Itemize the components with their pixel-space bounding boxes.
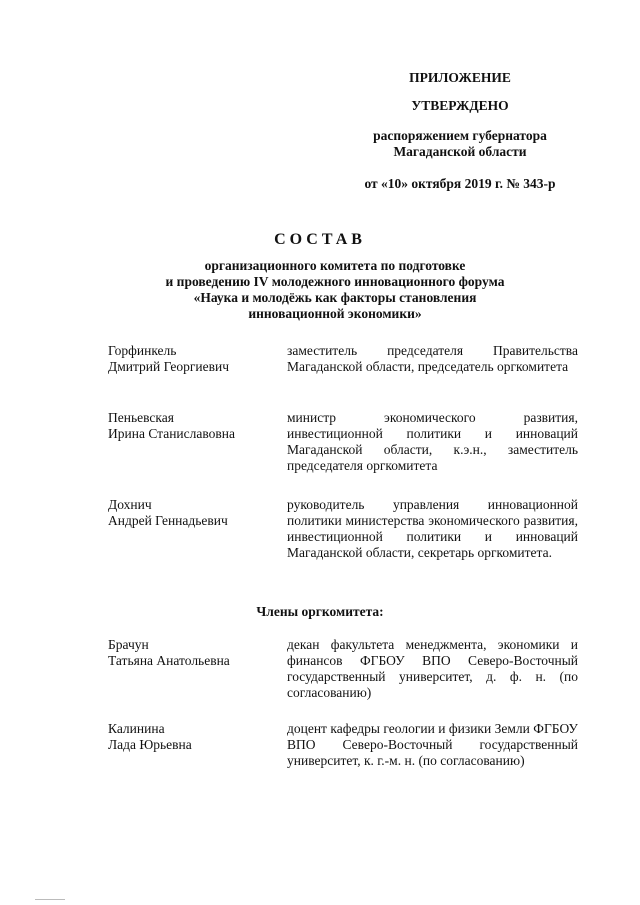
subtitle-line: организационного комитета по подготовке (204, 258, 466, 273)
subtitle-line: и проведению IV молодежного инновационного форума (165, 274, 505, 289)
member-surname: Горфинкель (108, 343, 177, 358)
member-surname: Калинина (108, 721, 165, 736)
member-name (108, 637, 278, 669)
member-name (108, 497, 278, 529)
member-role: доцент кафедры геологии и физики Земли ФГБОУ ВПО Северо-Восточный государственный университет, к. г.-м. н. (по согласованию) (287, 721, 578, 768)
member-surname: Брачун (108, 637, 149, 652)
member-given-name: Андрей Геннадьевич (108, 513, 228, 528)
members-heading: Члены оргкомитета: (256, 604, 384, 619)
order-line-1: распоряжением губернатора (373, 128, 547, 143)
member-surname: Дохнич (108, 497, 152, 512)
member-name (108, 410, 278, 442)
subtitle-line: «Наука и молодёжь как факторы становления (193, 290, 477, 305)
member-role: заместитель председателя Правительства Магаданской области, председатель оргкомитета (287, 343, 578, 374)
order-date: от «10» октября 2019 г. № 343-р (364, 176, 556, 191)
subtitle-line: инновационной экономики» (248, 306, 422, 321)
member-surname: Пеньевская (108, 410, 174, 425)
document-title: СОСТАВ (274, 231, 366, 248)
member-role: декан факультета менеджмента, экономики и финансов ФГБОУ ВПО Северо-Восточный государственный университет, д. ф. н. (по согласованию) (287, 637, 578, 700)
member-given-name: Дмитрий Георгиевич (108, 359, 230, 374)
member-name (108, 343, 278, 375)
member-role: руководитель управления инновационной политики министерства экономического развития, инвестиционной политики и инноваций Магаданской области, секретарь оргкомитета. (287, 497, 578, 560)
order-line-2: Магаданской области (393, 144, 527, 159)
approval-block (330, 70, 590, 192)
document-subtitle (110, 258, 560, 322)
member-given-name: Лада Юрьевна (108, 737, 192, 752)
member-given-name: Татьяна Анатольевна (108, 653, 230, 668)
member-name (108, 721, 278, 753)
footer-divider (35, 899, 65, 900)
appendix-label: ПРИЛОЖЕНИЕ (409, 70, 511, 85)
approved-label: УТВЕРЖДЕНО (411, 98, 509, 113)
member-given-name: Ирина Станиславовна (108, 426, 235, 441)
member-role: министр экономического развития, инвестиционной политики и инноваций Магаданской области, к.э.н., заместитель председателя оргкомитета (287, 410, 578, 473)
